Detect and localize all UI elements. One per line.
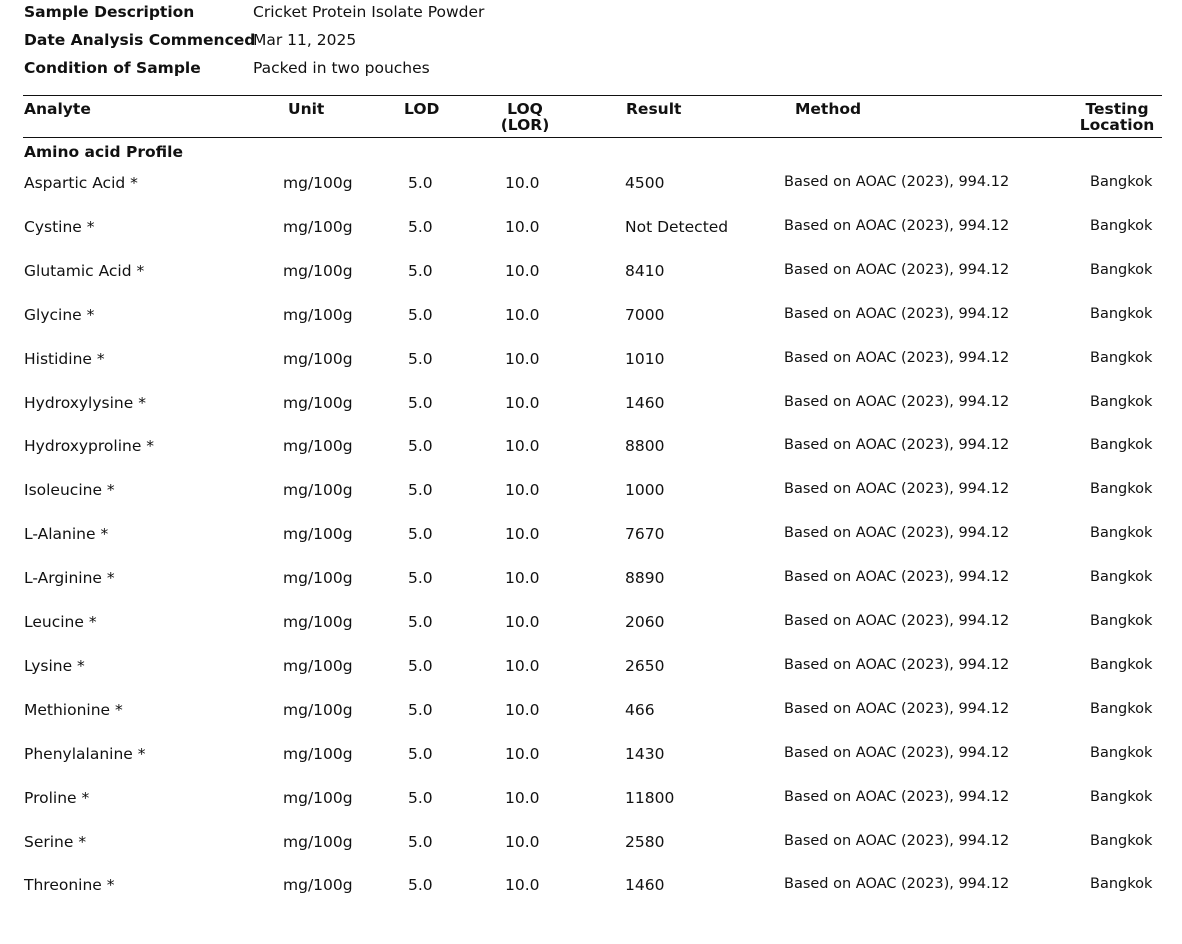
header-location-line1: Testing [1085, 100, 1149, 118]
cell-analyte: Histidine * [24, 350, 105, 368]
cell-method: Based on AOAC (2023), 994.12 [784, 613, 1010, 629]
cell-loq: 10.0 [505, 174, 540, 192]
cell-loq: 10.0 [505, 745, 540, 763]
cell-unit: mg/100g [283, 394, 353, 412]
sample-description-label: Sample Description [24, 3, 195, 21]
cell-lod: 5.0 [408, 789, 433, 807]
cell-unit: mg/100g [283, 657, 353, 675]
cell-analyte: Methionine * [24, 701, 123, 719]
cell-method: Based on AOAC (2023), 994.12 [784, 525, 1010, 541]
table-row [0, 745, 1182, 767]
header-method: Method [795, 100, 862, 118]
cell-analyte: Leucine * [24, 613, 97, 631]
cell-lod: 5.0 [408, 394, 433, 412]
table-row [0, 876, 1182, 898]
cell-result: 1430 [625, 745, 665, 763]
cell-method: Based on AOAC (2023), 994.12 [784, 876, 1010, 892]
cell-unit: mg/100g [283, 569, 353, 587]
cell-unit: mg/100g [283, 350, 353, 368]
header-result: Result [626, 100, 682, 118]
cell-loq: 10.0 [505, 833, 540, 851]
cell-method: Based on AOAC (2023), 994.12 [784, 481, 1010, 497]
cell-result: 1460 [625, 394, 665, 412]
cell-analyte: Isoleucine * [24, 481, 115, 499]
cell-loq: 10.0 [505, 306, 540, 324]
cell-method: Based on AOAC (2023), 994.12 [784, 306, 1010, 322]
cell-method: Based on AOAC (2023), 994.12 [784, 657, 1010, 673]
table-row [0, 350, 1182, 372]
cell-method: Based on AOAC (2023), 994.12 [784, 437, 1010, 453]
cell-loq: 10.0 [505, 525, 540, 543]
cell-analyte: Serine * [24, 833, 87, 851]
cell-loq: 10.0 [505, 789, 540, 807]
cell-unit: mg/100g [283, 701, 353, 719]
header-location-line2: Location [1079, 116, 1155, 134]
cell-analyte: L-Arginine * [24, 569, 115, 587]
table-row [0, 218, 1182, 240]
cell-location: Bangkok [1090, 876, 1153, 892]
cell-lod: 5.0 [408, 218, 433, 236]
cell-result: 1460 [625, 876, 665, 894]
table-row [0, 569, 1182, 591]
cell-lod: 5.0 [408, 657, 433, 675]
cell-loq: 10.0 [505, 657, 540, 675]
table-row [0, 833, 1182, 855]
cell-unit: mg/100g [283, 174, 353, 192]
cell-loq: 10.0 [505, 876, 540, 894]
cell-analyte: Aspartic Acid * [24, 174, 138, 192]
cell-analyte: Glutamic Acid * [24, 262, 145, 280]
table-row [0, 789, 1182, 811]
cell-loq: 10.0 [505, 350, 540, 368]
cell-unit: mg/100g [283, 789, 353, 807]
cell-unit: mg/100g [283, 262, 353, 280]
cell-loq: 10.0 [505, 394, 540, 412]
cell-result: 7000 [625, 306, 665, 324]
cell-location: Bangkok [1090, 613, 1153, 629]
cell-analyte: Phenylalanine * [24, 745, 146, 763]
cell-method: Based on AOAC (2023), 994.12 [784, 789, 1010, 805]
cell-location: Bangkok [1090, 789, 1153, 805]
cell-location: Bangkok [1090, 437, 1153, 453]
cell-lod: 5.0 [408, 745, 433, 763]
cell-analyte: Proline * [24, 789, 90, 807]
cell-result: 8890 [625, 569, 665, 587]
cell-method: Based on AOAC (2023), 994.12 [784, 262, 1010, 278]
table-row [0, 437, 1182, 459]
header-loq-line1: LOQ [507, 100, 543, 118]
table-row [0, 481, 1182, 503]
cell-lod: 5.0 [408, 262, 433, 280]
cell-lod: 5.0 [408, 569, 433, 587]
cell-lod: 5.0 [408, 174, 433, 192]
cell-unit: mg/100g [283, 613, 353, 631]
cell-analyte: L-Alanine * [24, 525, 109, 543]
table-row [0, 174, 1182, 196]
date-analysis-value: Mar 11, 2025 [253, 31, 357, 49]
cell-loq: 10.0 [505, 481, 540, 499]
date-analysis-label: Date Analysis Commenced [24, 31, 256, 49]
header-analyte: Analyte [24, 100, 91, 118]
cell-lod: 5.0 [408, 525, 433, 543]
cell-method: Based on AOAC (2023), 994.12 [784, 350, 1010, 366]
cell-location: Bangkok [1090, 394, 1153, 410]
cell-location: Bangkok [1090, 174, 1153, 190]
condition-of-sample-label: Condition of Sample [24, 59, 201, 77]
cell-analyte: Hydroxyproline * [24, 437, 155, 455]
cell-method: Based on AOAC (2023), 994.12 [784, 745, 1010, 761]
table-row [0, 262, 1182, 284]
cell-result: 2060 [625, 613, 665, 631]
cell-lod: 5.0 [408, 350, 433, 368]
cell-unit: mg/100g [283, 306, 353, 324]
cell-lod: 5.0 [408, 876, 433, 894]
cell-result: 8410 [625, 262, 665, 280]
cell-result: 1010 [625, 350, 665, 368]
table-row [0, 613, 1182, 635]
cell-analyte: Lysine * [24, 657, 85, 675]
cell-lod: 5.0 [408, 306, 433, 324]
cell-unit: mg/100g [283, 437, 353, 455]
cell-loq: 10.0 [505, 569, 540, 587]
cell-method: Based on AOAC (2023), 994.12 [784, 833, 1010, 849]
cell-loq: 10.0 [505, 613, 540, 631]
cell-location: Bangkok [1090, 306, 1153, 322]
cell-location: Bangkok [1090, 657, 1153, 673]
cell-lod: 5.0 [408, 833, 433, 851]
cell-method: Based on AOAC (2023), 994.12 [784, 218, 1010, 234]
cell-location: Bangkok [1090, 745, 1153, 761]
cell-loq: 10.0 [505, 218, 540, 236]
cell-location: Bangkok [1090, 833, 1153, 849]
cell-analyte: Glycine * [24, 306, 95, 324]
header-loq-line2: (LOR) [500, 116, 550, 134]
cell-unit: mg/100g [283, 481, 353, 499]
cell-unit: mg/100g [283, 833, 353, 851]
table-row [0, 525, 1182, 547]
cell-result: 2650 [625, 657, 665, 675]
cell-result: 11800 [625, 789, 675, 807]
cell-unit: mg/100g [283, 745, 353, 763]
cell-location: Bangkok [1090, 569, 1153, 585]
table-row [0, 306, 1182, 328]
cell-result: 7670 [625, 525, 665, 543]
header-unit: Unit [288, 100, 325, 118]
cell-location: Bangkok [1090, 701, 1153, 717]
cell-analyte: Hydroxylysine * [24, 394, 146, 412]
cell-location: Bangkok [1090, 218, 1153, 234]
cell-result: 2580 [625, 833, 665, 851]
cell-lod: 5.0 [408, 437, 433, 455]
cell-unit: mg/100g [283, 218, 353, 236]
cell-lod: 5.0 [408, 613, 433, 631]
cell-method: Based on AOAC (2023), 994.12 [784, 701, 1010, 717]
cell-method: Based on AOAC (2023), 994.12 [784, 174, 1010, 190]
cell-unit: mg/100g [283, 876, 353, 894]
cell-location: Bangkok [1090, 350, 1153, 366]
cell-result: Not Detected [625, 218, 729, 236]
cell-result: 8800 [625, 437, 665, 455]
table-row [0, 701, 1182, 723]
cell-location: Bangkok [1090, 262, 1153, 278]
cell-result: 466 [625, 701, 655, 719]
cell-lod: 5.0 [408, 481, 433, 499]
sample-description-value: Cricket Protein Isolate Powder [253, 3, 485, 21]
cell-unit: mg/100g [283, 525, 353, 543]
cell-result: 4500 [625, 174, 665, 192]
table-row [0, 394, 1182, 416]
cell-location: Bangkok [1090, 525, 1153, 541]
cell-result: 1000 [625, 481, 665, 499]
cell-analyte: Threonine * [24, 876, 115, 894]
cell-analyte: Cystine * [24, 218, 95, 236]
cell-method: Based on AOAC (2023), 994.12 [784, 569, 1010, 585]
cell-loq: 10.0 [505, 262, 540, 280]
cell-location: Bangkok [1090, 481, 1153, 497]
cell-lod: 5.0 [408, 701, 433, 719]
cell-loq: 10.0 [505, 437, 540, 455]
cell-method: Based on AOAC (2023), 994.12 [784, 394, 1010, 410]
header-lod: LOD [404, 100, 440, 118]
section-title-amino-acid-profile: Amino acid Profile [24, 143, 183, 161]
cell-loq: 10.0 [505, 701, 540, 719]
condition-of-sample-value: Packed in two pouches [253, 59, 430, 77]
table-row [0, 657, 1182, 679]
